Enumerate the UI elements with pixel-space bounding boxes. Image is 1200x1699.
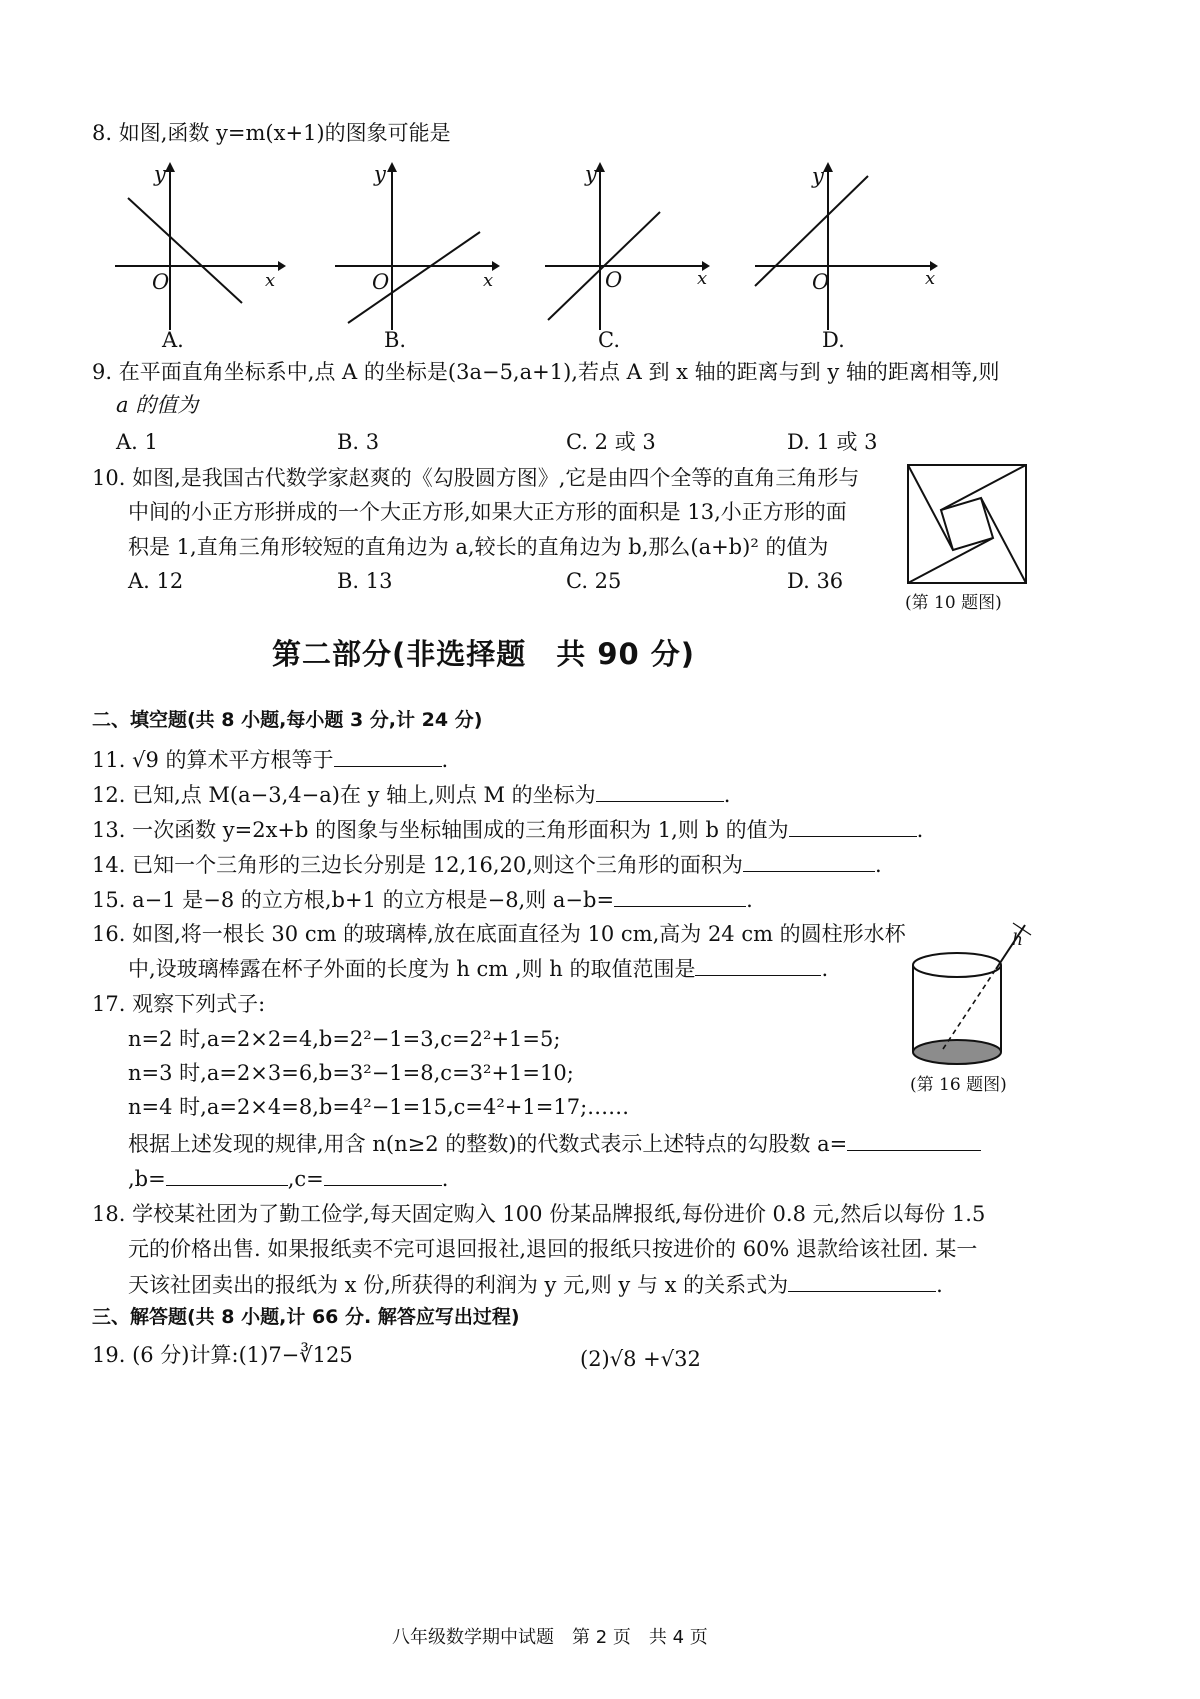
q18-line2: 元的价格出售. 如果报纸卖不完可退回报社,退回的报纸只按进价的 60% 退款给该社团. 某一: [128, 1237, 978, 1261]
q13-end: .: [916, 818, 924, 842]
q9-option-a: A. 1: [116, 430, 158, 454]
q8-graph-d-origin: O: [812, 270, 830, 294]
q8-option-b: B.: [384, 328, 407, 352]
q15-text: 15. a−1 是−8 的立方根,b+1 的立方根是−8,则 a−b=: [92, 888, 615, 912]
q8-graph-b-x-label: x: [483, 270, 494, 291]
q11-text: 11. √9 的算术平方根等于: [92, 748, 334, 772]
q8-option-a: A.: [162, 328, 184, 352]
q16-line1: 16. 如图,将一根长 30 cm 的玻璃棒,放在底面直径为 10 cm,高为 24 cm 的圆柱形水杯: [92, 922, 906, 946]
q10-line1: 10. 如图,是我国古代数学家赵爽的《勾股圆方图》,它是由四个全等的直角三角形与: [92, 466, 860, 490]
q8-option-c: C.: [598, 328, 620, 352]
q17-line5: [128, 1128, 981, 1159]
q19-part2: (2)√8 +√32: [580, 1347, 701, 1371]
q17-text: 根据上述发现的规律,用含 n(n≥2 的整数)的代数式表示上述特点的勾股数 a=: [128, 1132, 848, 1156]
q8-graph-c-x-label: x: [697, 268, 708, 289]
q8-graph-c: [540, 160, 720, 335]
q10-option-b: B. 13: [337, 569, 393, 593]
q18-answer-blank[interactable]: [788, 1269, 936, 1292]
q9-line1: 9. 在平面直角坐标系中,点 A 的坐标是(3a−5,a+1),若点 A 到 x 轴的距离与到 y 轴的距离相等,则: [92, 360, 1000, 384]
q8-graph-c-origin: O: [605, 268, 623, 292]
q13-line: [92, 814, 923, 845]
q18-end: .: [936, 1273, 943, 1297]
q16-end: .: [821, 957, 829, 981]
q15-answer-blank[interactable]: [614, 884, 746, 907]
q18-line1: 18. 学校某社团为了勤工俭学,每天固定购入 100 份某品牌报纸,每份进价 0.8 元,然后以每份 1.5: [92, 1202, 986, 1226]
page-footer: 八年级数学期中试题 第 2 页 共 4 页: [392, 1627, 708, 1648]
q16-caption: (第 16 题图): [910, 1075, 1007, 1095]
q16-h-label: h: [1012, 930, 1023, 950]
q15-line: [92, 884, 753, 915]
q8-graph-a-x-label: x: [265, 270, 276, 291]
q17-a-blank[interactable]: [847, 1128, 981, 1151]
q17-b-blank[interactable]: [166, 1163, 288, 1186]
q19-part1: 19. (6 分)计算:(1)7−∛125: [92, 1343, 353, 1367]
q9-option-c: C. 2 或 3: [566, 430, 656, 454]
q16-line2: [128, 953, 828, 984]
q10-caption: (第 10 题图): [905, 593, 1002, 613]
q18-line3: [128, 1269, 943, 1300]
q16-text: 中,设玻璃棒露在杯子外面的长度为 h cm ,则 h 的取值范围是: [128, 957, 696, 981]
q8-graph-c-y-label: y: [585, 162, 597, 186]
q10-figure: [906, 463, 1028, 585]
q14-answer-blank[interactable]: [743, 849, 875, 872]
q8-graph-a: [110, 160, 290, 335]
q10-line2: 中间的小正方形拼成的一个大正方形,如果大正方形的面积是 13,小正方形的面: [128, 500, 847, 524]
q8-graph-d-x-label: x: [925, 268, 936, 289]
q8-graph-d: [750, 160, 950, 335]
q11-line: [92, 744, 448, 775]
q10-option-a: A. 12: [128, 569, 184, 593]
q8-option-d: D.: [822, 328, 845, 352]
q13-text: 13. 一次函数 y=2x+b 的图象与坐标轴围成的三角形面积为 1,则 b 的值为: [92, 818, 789, 842]
q16-answer-blank[interactable]: [695, 953, 821, 976]
q14-text: 14. 已知一个三角形的三边长分别是 12,16,20,则这个三角形的面积为: [92, 853, 743, 877]
q17-end: .: [441, 1167, 449, 1191]
q8-graph-b-y-label: y: [374, 162, 386, 186]
q12-answer-blank[interactable]: [596, 779, 724, 802]
q9-line2: a 的值为: [116, 393, 199, 417]
q18-text: 天该社团卖出的报纸为 x 份,所获得的利润为 y 元,则 y 与 x 的关系式为: [128, 1273, 789, 1297]
q17-line6: [128, 1163, 448, 1194]
q8-graph-b-origin: O: [372, 270, 390, 294]
section3-heading: 三、解答题(共 8 小题,计 66 分. 解答应写出过程): [92, 1306, 520, 1328]
q17-line1: 17. 观察下列式子:: [92, 992, 266, 1016]
q8-graph-b: [330, 160, 510, 335]
q10-line3: 积是 1,直角三角形较短的直角边为 a,较长的直角边为 b,那么(a+b)² 的值为: [128, 535, 829, 559]
q12-text: 12. 已知,点 M(a−3,4−a)在 y 轴上,则点 M 的坐标为: [92, 783, 596, 807]
q12-line: [92, 779, 730, 810]
q9-option-b: B. 3: [337, 430, 380, 454]
section2-heading: 二、填空题(共 8 小题,每小题 3 分,计 24 分): [92, 709, 483, 731]
q14-end: .: [874, 853, 882, 877]
q8-graph-a-origin: O: [152, 270, 170, 294]
q8-graph-a-y-label: y: [154, 162, 166, 186]
q10-option-c: C. 25: [566, 569, 622, 593]
q8-text: 8. 如图,函数 y=m(x+1)的图象可能是: [92, 121, 451, 145]
q15-end: .: [746, 888, 753, 912]
part2-title: 第二部分(非选择题 共 90 分): [272, 637, 696, 671]
q17-b-label: ,b=: [128, 1167, 166, 1191]
q17-c-blank[interactable]: [324, 1163, 442, 1186]
q17-line2: n=2 时,a=2×2=4,b=2²−1=3,c=2²+1=5;: [128, 1027, 561, 1051]
q11-answer-blank[interactable]: [334, 744, 442, 767]
q11-end: .: [441, 748, 449, 772]
q17-line3: n=3 时,a=2×3=6,b=3²−1=8,c=3²+1=10;: [128, 1061, 574, 1085]
q14-line: [92, 849, 882, 880]
q8-graph-d-y-label: y: [812, 164, 824, 188]
q17-c-label: ,c=: [287, 1167, 324, 1191]
q12-end: .: [723, 783, 731, 807]
q9-option-d: D. 1 或 3: [787, 430, 878, 454]
q13-answer-blank[interactable]: [789, 814, 917, 837]
q17-line4: n=4 时,a=2×4=8,b=4²−1=15,c=4²+1=17;……: [128, 1095, 630, 1119]
q10-option-d: D. 36: [787, 569, 844, 593]
